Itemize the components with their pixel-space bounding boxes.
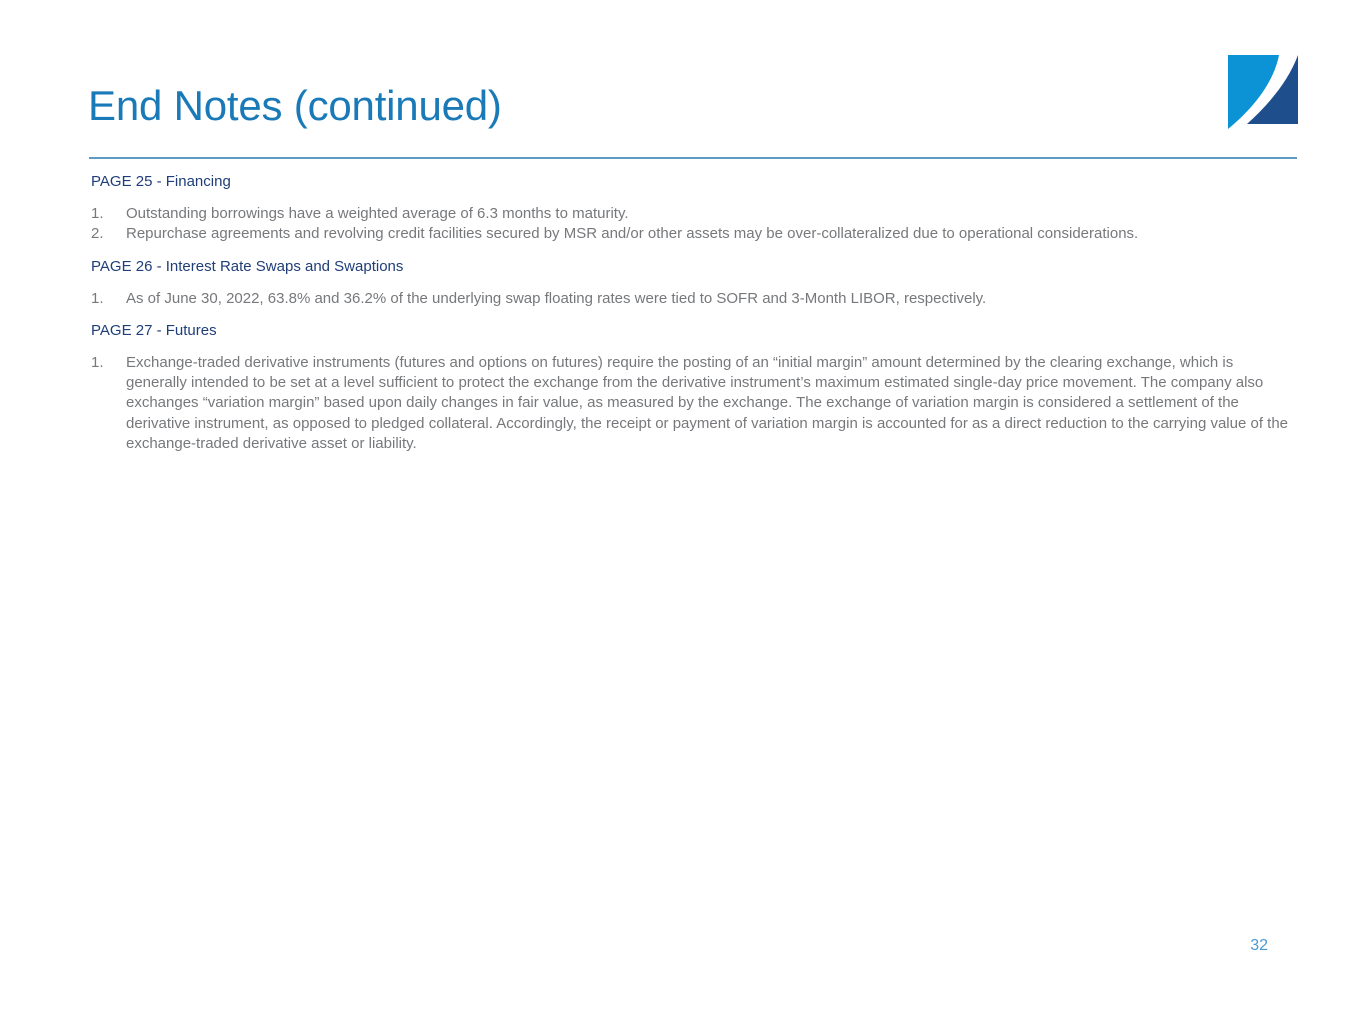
note-number: 1.	[91, 353, 104, 371]
section-page-27	[91, 321, 1291, 454]
section-page-25	[91, 172, 1291, 245]
note-text: Repurchase agreements and revolving credit facilities secured by MSR and/or other assets may be over-collateralized due to operational considerations.	[126, 225, 1139, 243]
note-number: 2.	[91, 225, 104, 243]
notes-list	[91, 204, 1291, 245]
note-text: Exchange-traded derivative instruments (futures and options on futures) require the posting of an “initial margin” amount determined by the clearing exchange, which is generally intended to be set at a level sufficient to protect the exchange from the derivative instrument’s maximum estimated single-day price movement. The company also exchanges “variation margin” based upon daily changes in fair value, as measured by the exchange. The exchange of variation margin is considered a settlement of the derivative instrument, as opposed to pledged collateral. Accordingly, the receipt or payment of variation margin is accounted for as a direct reduction to the carrying value of the exchange-traded derivative asset or liability.	[126, 353, 1289, 453]
note-item	[91, 224, 1291, 244]
page-title: End Notes (continued)	[88, 82, 502, 129]
page-number: 32	[1250, 937, 1268, 954]
title-divider	[89, 157, 1297, 159]
company-logo-icon	[1228, 55, 1298, 129]
end-notes-content	[91, 172, 1291, 466]
notes-list	[91, 353, 1291, 454]
section-heading: PAGE 26 - Interest Rate Swaps and Swaptions	[91, 257, 404, 275]
note-item	[91, 204, 1291, 224]
note-number: 1.	[91, 289, 104, 307]
note-text: As of June 30, 2022, 63.8% and 36.2% of the underlying swap floating rates were tied to SOFR and 3-Month LIBOR, respectively.	[126, 289, 987, 307]
note-item	[91, 289, 1291, 309]
notes-list	[91, 289, 1291, 309]
section-page-26	[91, 257, 1291, 309]
note-text: Outstanding borrowings have a weighted average of 6.3 months to maturity.	[126, 205, 629, 222]
note-item	[91, 353, 1291, 454]
section-heading: PAGE 25 - Financing	[91, 173, 231, 190]
section-heading: PAGE 27 - Futures	[91, 321, 217, 339]
note-number: 1.	[91, 205, 104, 222]
